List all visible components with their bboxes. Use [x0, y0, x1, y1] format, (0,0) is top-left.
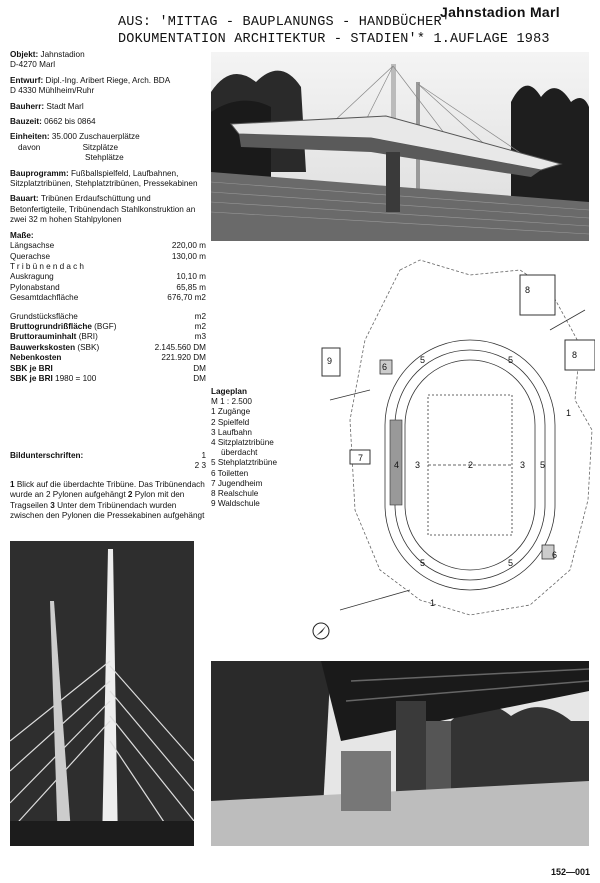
kosten-key: Grundstücksfläche: [10, 311, 78, 321]
bauzeit-value: 0662 bis 0864: [44, 117, 96, 127]
kosten-key: SBK je BRI: [10, 363, 53, 373]
legend-item: 1 Zugänge: [211, 407, 251, 417]
grandstand-photo-image: [211, 52, 589, 241]
einheiten-steh: Stehplätze: [85, 153, 124, 163]
masse-value: 130,00 m: [171, 251, 206, 261]
legend-item: 7 Jugendheim: [211, 478, 263, 488]
kosten-row: [10, 364, 206, 374]
plan-label-5: 5: [420, 355, 426, 365]
kosten-value: DM: [193, 363, 206, 373]
entwurf-line1: Dipl.-Ing. Aribert Riege, Arch. BDA: [45, 75, 171, 85]
caption-map-1: 1: [201, 451, 206, 460]
legend-item: überdacht: [221, 448, 258, 458]
kosten-row: [10, 374, 206, 384]
einheiten-sitz: Sitzplätze: [82, 142, 119, 152]
bauart-text: Tribünen Erdaufschüttung und Betonfertigteile, Tribünendach Stahlkonstruktion an zwei 32 m hohen Stahlpylonen: [10, 194, 196, 225]
bauherr-value: Stadt Marl: [46, 101, 84, 111]
bauart-block: [10, 194, 206, 225]
legend-item: 9 Waldschule: [211, 499, 260, 509]
masse-label: Maße:: [10, 230, 34, 240]
under-roof-photo-image: [211, 661, 589, 846]
bauprogramm-block: [10, 169, 206, 190]
bauzeit-label: Bauzeit:: [10, 117, 42, 127]
plan-label-3: 3: [520, 460, 526, 470]
masse-row: [10, 283, 206, 293]
kosten-row: [10, 353, 206, 363]
kosten-row: [10, 312, 206, 322]
north-arrow-icon: [312, 622, 330, 640]
site-plan-legend: [211, 387, 277, 509]
plan-label-5: 5: [508, 355, 514, 365]
photo-under-roof: [211, 661, 589, 846]
masse-key: Auskragung: [10, 272, 54, 282]
tribuenendach-heading: Tribünendach: [10, 261, 87, 271]
masse-value: 676,70 m2: [167, 293, 206, 303]
legend-item: 5 Stehplatztribüne: [211, 458, 277, 468]
masse-row: [10, 241, 206, 251]
caption-number: 2: [127, 490, 133, 500]
site-plan: [310, 250, 595, 630]
caption-label: Bildunterschriften:: [10, 451, 84, 460]
kosten-key: Nebenkosten: [10, 353, 62, 363]
photo-pylon: [10, 541, 194, 846]
kosten-value: DM: [193, 373, 206, 383]
bauprogramm-text: Fußballspielfeld, Laufbahnen, Sitzplatztribünen, Stehplatztribünen, Pressekabinen: [10, 168, 198, 189]
page-number: 152—001: [550, 867, 590, 877]
legend-title: Lageplan: [211, 387, 247, 396]
kosten-key: Bauwerkskosten: [10, 342, 76, 352]
plan-label-6: 6: [552, 550, 558, 560]
masse-value: 220,00 m: [171, 241, 206, 251]
kosten-block: [10, 312, 206, 385]
entwurf-block: [10, 76, 206, 97]
kosten-row: [10, 322, 206, 332]
plan-label-7: 7: [358, 453, 364, 463]
kosten-key: Bruttorauminhalt: [10, 332, 77, 342]
legend-item: 3 Laufbahn: [211, 427, 252, 437]
masse-value: 10,10 m: [176, 272, 206, 282]
legend-scale: M 1 : 2.500: [211, 397, 252, 407]
einheiten-label: Einheiten:: [10, 132, 50, 142]
kosten-key-suffix: 1980 = 100: [55, 373, 97, 383]
plan-label-5: 5: [508, 558, 514, 568]
caption-number: 3: [50, 500, 55, 510]
legend-item: 8 Realschule: [211, 489, 259, 499]
einheiten-davon: davon: [18, 142, 41, 152]
caption-sentence: Blick auf die überdachte Tribüne. Das Tribünendach wurde an 2 Pylonen aufgehängt: [10, 479, 205, 500]
masse-key: Längsachse: [10, 241, 55, 251]
caption-map-2: 2 3: [194, 461, 206, 471]
plan-label-5: 5: [420, 558, 426, 568]
kosten-value: 221.920 DM: [161, 353, 206, 363]
masse-row: [10, 293, 206, 303]
plan-label-6: 6: [382, 362, 388, 372]
masse-value: 65,85 m: [176, 282, 206, 292]
caption-text: [10, 480, 206, 522]
page-title: Jahnstadion Marl: [440, 4, 560, 20]
legend-item: 2 Spielfeld: [211, 417, 250, 427]
masse-row: [10, 272, 206, 282]
source-line-1: AUS: 'MITTAG - BAUPLANUNGS - HANDBÜCHER': [118, 15, 451, 30]
caption-sentence: Pylon mit den Tragseilen: [10, 490, 185, 510]
kosten-value: m2: [194, 311, 206, 321]
caption-header: [10, 451, 206, 461]
photo-grandstand: [211, 52, 589, 241]
legend-item: 4 Sitzplatztribüne: [211, 438, 274, 448]
data-column: [10, 50, 206, 389]
plan-label-4: 4: [394, 460, 400, 470]
bauherr-block: [10, 102, 206, 112]
plan-label-2: 2: [468, 460, 474, 470]
source-line-2: DOKUMENTATION ARCHITEKTUR - STADIEN'* 1.AUFLAGE 1983: [118, 32, 550, 47]
kosten-value: m3: [194, 332, 206, 342]
masse-key: Querachse: [10, 251, 51, 261]
objekt-line1: Jahnstadion: [40, 50, 85, 59]
kosten-key-suffix: (BRI): [78, 332, 98, 342]
einheiten-block: [10, 132, 206, 163]
objekt-line2: D-4270 Marl: [10, 60, 56, 70]
kosten-value: 2.145.560 DM: [154, 342, 206, 352]
caption-block: [10, 451, 206, 521]
plan-label-9: 9: [327, 356, 333, 366]
kosten-key: SBK je BRI: [10, 373, 53, 383]
entwurf-line2: D 4330 Mühlheim/Ruhr: [10, 86, 95, 96]
masse-row: [10, 252, 206, 262]
bauprogramm-label: Bauprogramm:: [10, 168, 69, 178]
kosten-key-suffix: (BGF): [94, 321, 117, 331]
kosten-row: [10, 332, 206, 342]
pylon-photo-image: [10, 541, 194, 846]
kosten-row: [10, 343, 206, 353]
kosten-key: Bruttogrundrißfläche: [10, 321, 92, 331]
einheiten-line1: 35.000 Zuschauerplätze: [51, 132, 140, 142]
site-plan-drawing: [310, 250, 595, 630]
plan-label-8: 8: [525, 285, 531, 295]
plan-label-1: 1: [430, 598, 436, 608]
caption-sentence: Unter dem Tribünendach wurden zwischen den Pylonen die Pressekabinen aufgehängt: [10, 500, 205, 521]
bauart-label: Bauart:: [10, 194, 39, 204]
masse-key: Pylonabstand: [10, 282, 60, 292]
masse-key: Gesamtdachfläche: [10, 293, 79, 303]
plan-label-5: 5: [540, 460, 546, 470]
entwurf-label: Entwurf:: [10, 75, 44, 85]
objekt-block: [10, 50, 206, 71]
bauherr-label: Bauherr:: [10, 101, 45, 111]
masse-block: [10, 231, 206, 304]
bauzeit-block: [10, 117, 206, 127]
kosten-value: m2: [194, 321, 206, 331]
legend-item: 6 Toiletten: [211, 468, 249, 478]
objekt-label: Objekt:: [10, 50, 39, 59]
caption-number: 1: [10, 479, 15, 489]
plan-label-8: 8: [572, 350, 578, 360]
plan-label-1: 1: [566, 408, 572, 418]
plan-label-3: 3: [415, 460, 421, 470]
kosten-key-suffix: (SBK): [77, 342, 100, 352]
